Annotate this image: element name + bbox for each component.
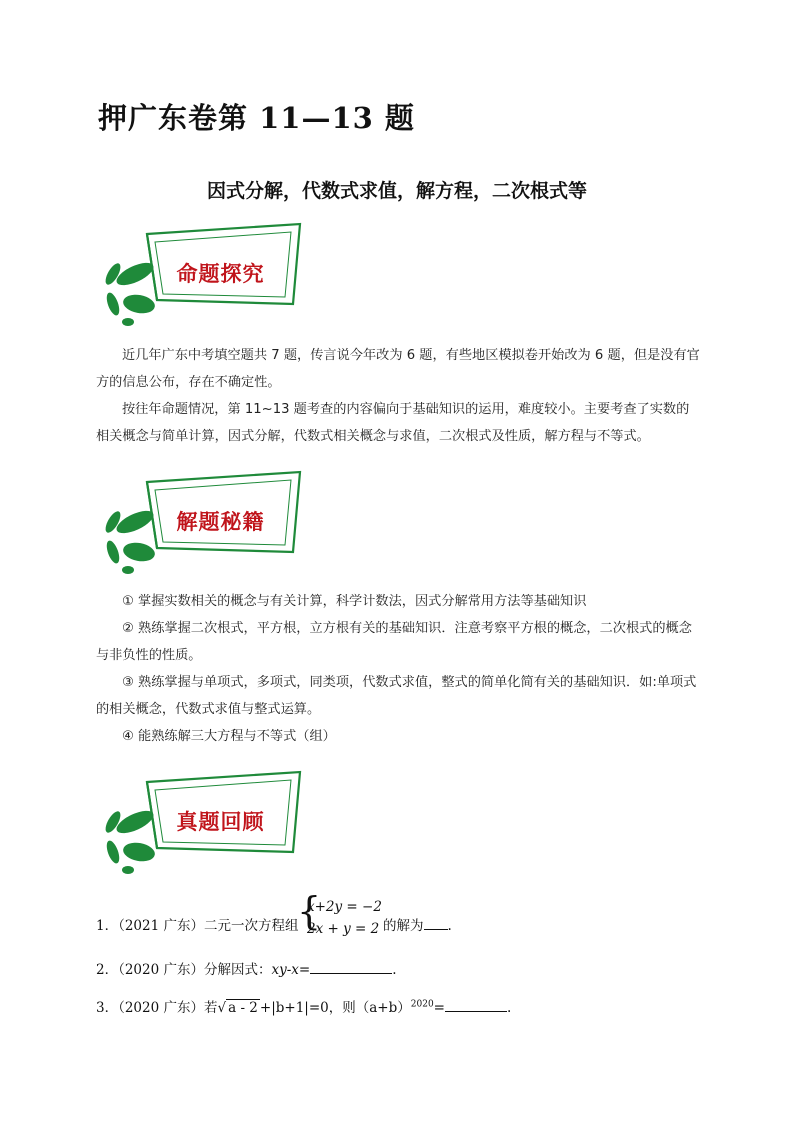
question-text: +|b+1|=0，则（a+b） [259, 1000, 411, 1016]
question-text: . [447, 918, 452, 934]
question-1 [96, 914, 299, 934]
tip-item: ④ 能熟练解三大方程与不等式（组） [122, 729, 336, 744]
section-banner-review [95, 770, 310, 875]
sqrt-radicand: a - 2 [228, 1000, 258, 1016]
section-heading: 命题探究 [176, 261, 265, 286]
question-text: 的解为 [383, 918, 424, 934]
tip-item: ② 熟练掌握二次根式，平方根，立方根有关的基础知识．注意考察平方根的概念，二次根式的概念与非负性的性质。 [96, 621, 692, 663]
page-title: 押广东卷第 11—13 题 [98, 101, 415, 135]
tip-item: ③ 熟练掌握与单项式，多项式，同类项，代数式求值，整式的简单化简有关的基础知识．如:单项式的相关概念，代数式求值与整式运算。 [96, 675, 697, 717]
section-heading: 真题回顾 [176, 809, 265, 834]
section-banner-explore [95, 222, 310, 327]
question-1-tail [383, 914, 452, 934]
question-text: 1．（2021 广东）二元一次方程组 [96, 918, 299, 934]
question-2 [96, 958, 397, 978]
equation-1: x+2y = −2 [307, 899, 382, 915]
intro-paragraph: 近几年广东中考填空题共 7 题，传言说今年改为 6 题，有些地区模拟卷开始改为 6 题，但是没有官方的信息公布，存在不确定性。 [96, 348, 700, 390]
answer-blank[interactable] [310, 959, 392, 974]
page-subtitle: 因式分解，代数式求值，解方程，二次根式等 [206, 180, 587, 202]
section-banner-tips [95, 470, 310, 575]
brace-symbol: { [297, 889, 322, 933]
question-3 [96, 996, 511, 1016]
intro-paragraph: 按往年命题情况，第 11~13 题考查的内容偏向于基础知识的运用，难度较小。主要考查了实数的相关概念与简单计算，因式分解，代数式相关概念与求值，二次根式及性质，解方程与不等式。 [96, 402, 690, 444]
question-text: . [392, 962, 397, 978]
question-text: 3．（2020 广东）若 [96, 1000, 218, 1016]
question-text: = [298, 962, 311, 978]
tips-list [96, 588, 700, 750]
question-text: = [433, 1000, 445, 1016]
answer-blank[interactable] [445, 997, 507, 1012]
question-text: 2．（2020 广东）分解因式： [96, 962, 272, 978]
exponent: 2020 [410, 999, 434, 1010]
question-text: . [506, 1000, 512, 1016]
equation-2: 2x + y = 2 [307, 921, 380, 937]
intro-text [96, 342, 700, 450]
math-expression: xy-x [271, 962, 299, 978]
tip-item: ① 掌握实数相关的概念与有关计算，科学计数法，因式分解常用方法等基础知识 [122, 594, 587, 609]
sqrt-icon: √ [217, 1000, 227, 1016]
answer-blank[interactable] [424, 915, 448, 930]
equation-system [307, 896, 382, 940]
section-heading: 解题秘籍 [176, 509, 265, 534]
